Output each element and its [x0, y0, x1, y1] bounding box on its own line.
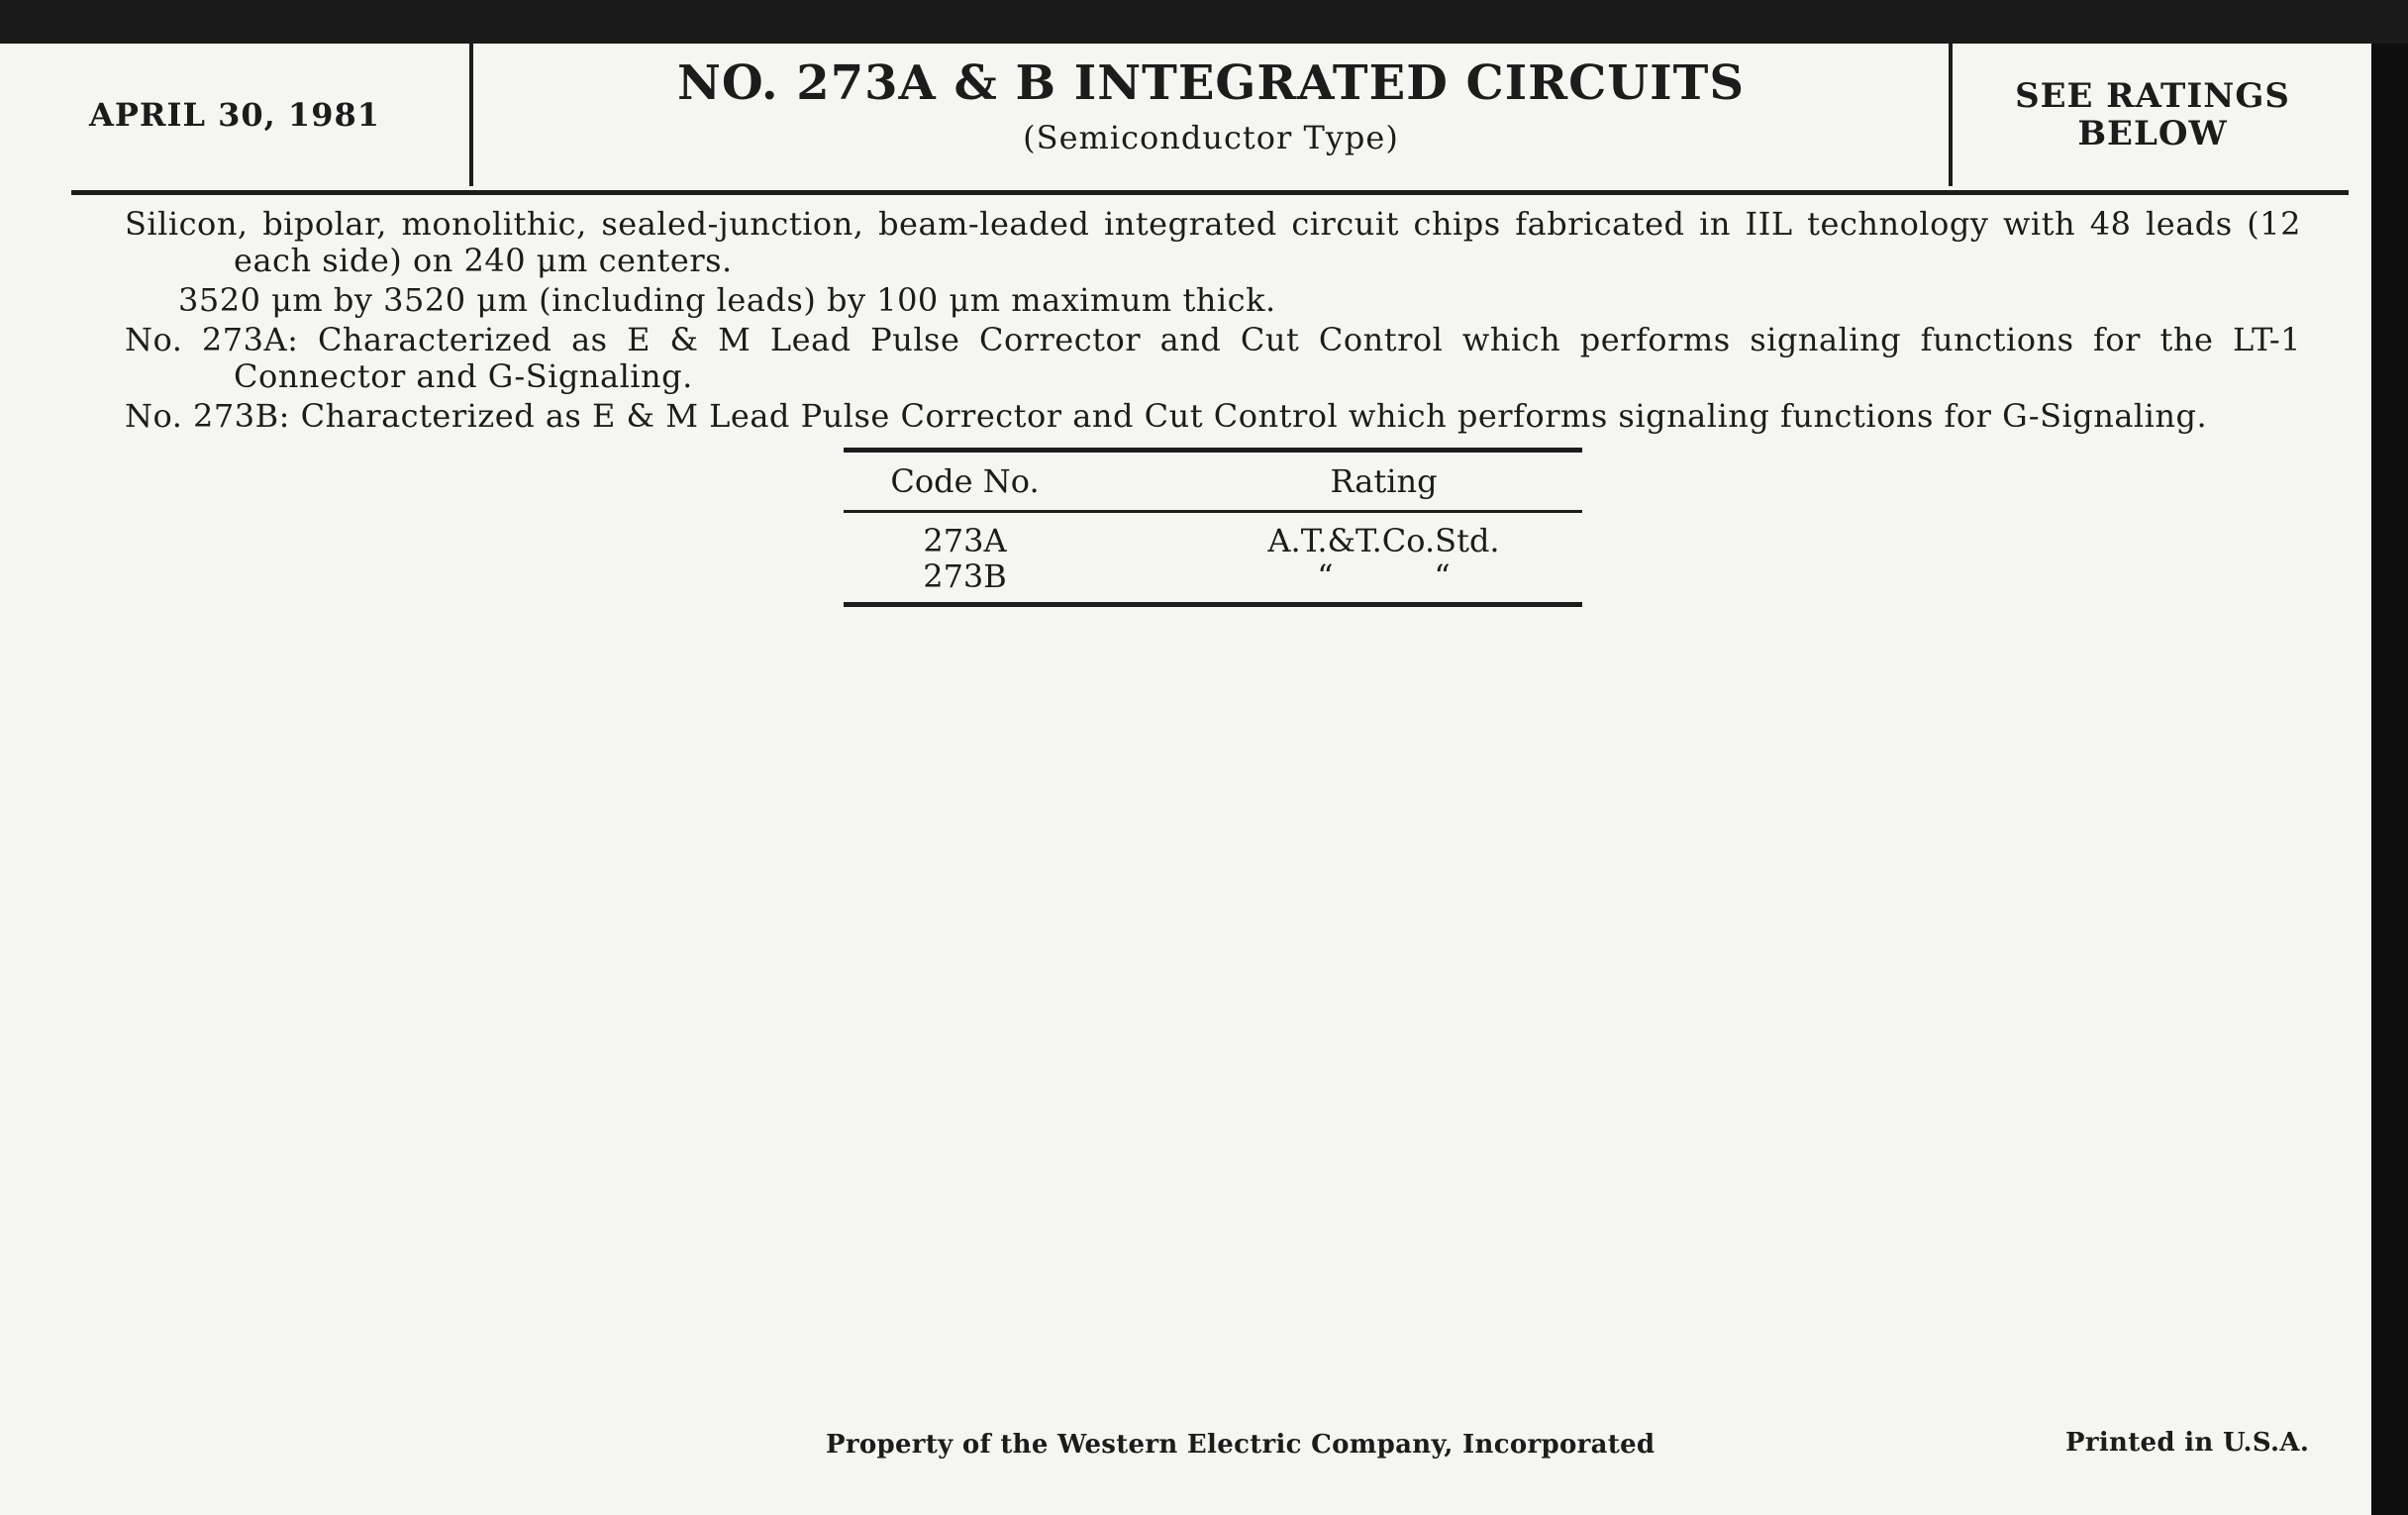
table-body: [844, 513, 1582, 602]
description-paragraph-4: No. 273B: Characterized as E & M Lead Pulse Corrector and Cut Control which performs signaling functions for G-Signaling.: [125, 397, 2208, 435]
property-notice: Property of the Western Electric Company, Incorporated: [826, 1430, 1656, 1460]
document-title: NO. 273A & B INTEGRATED CIRCUITS: [677, 55, 1745, 111]
data-sheet-card: [0, 44, 2371, 1515]
issue-date: APRIL 30, 1981: [0, 44, 473, 186]
table-cell-rating: A.T.&T.Co.Std.: [1267, 522, 1500, 559]
header: [0, 44, 2349, 194]
ratings-note-line-1: SEE RATINGS: [2015, 76, 2290, 116]
column-header-rating: Rating: [1330, 462, 1438, 500]
ratings-note-line-2: BELOW: [2077, 114, 2228, 153]
header-divider: [71, 190, 2349, 195]
ratings-table: [844, 448, 1582, 607]
title-block: [473, 44, 1949, 186]
document-subtitle: (Semiconductor Type): [1023, 119, 1399, 156]
table-cell-code: 273A: [923, 522, 1007, 559]
table-header-row: [844, 453, 1582, 510]
description-paragraph-3: No. 273A: Characterized as E & M Lead Pulse Corrector and Cut Control which performs signaling functions for the LT-1 Connector and G-Signaling.: [125, 321, 2301, 395]
ratings-note: [1949, 44, 2353, 186]
table-row: [844, 523, 1582, 558]
column-header-code: Code No.: [890, 462, 1040, 500]
table-row: [844, 558, 1582, 594]
table-bottom-rule: [844, 602, 1582, 607]
scan-edge: [2371, 44, 2408, 1515]
description-paragraph-1: Silicon, bipolar, monolithic, sealed-junction, beam-leaded integrated circuit chips fabricated in IIL technology with 48 leads (12 each side) on 240 μm centers.: [125, 205, 2301, 279]
table-cell-code: 273B: [923, 557, 1007, 595]
description: [125, 206, 2301, 438]
table-cell-rating: “ “: [1317, 557, 1451, 595]
description-paragraph-2: 3520 μm by 3520 μm (including leads) by 100 μm maximum thick.: [178, 281, 1276, 319]
printed-notice: Printed in U.S.A.: [2065, 1428, 2310, 1458]
